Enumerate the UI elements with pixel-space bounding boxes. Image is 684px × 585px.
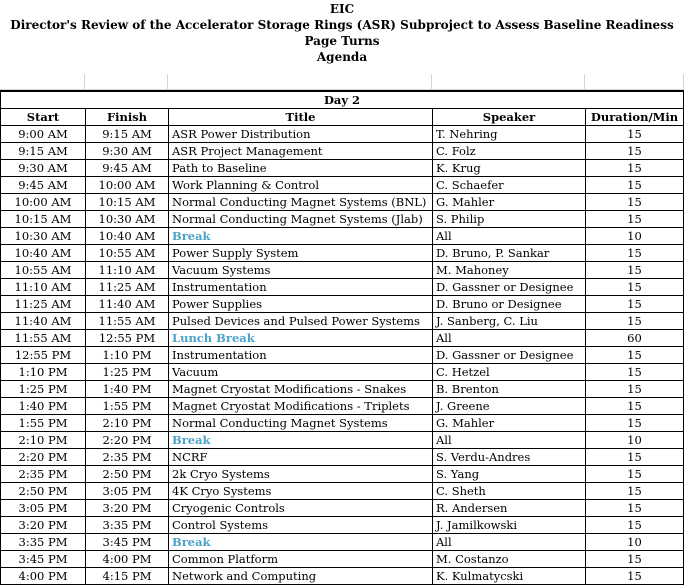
session-title: Break [169, 534, 433, 551]
agenda-row [1, 449, 684, 466]
session-title: Pulsed Devices and Pulsed Power Systems [169, 313, 433, 330]
break-row [1, 228, 684, 245]
col-start-header: Start [1, 109, 86, 126]
start-time: 9:30 AM [1, 160, 86, 177]
column-header-row [1, 109, 684, 126]
start-time: 11:25 AM [1, 296, 86, 313]
finish-time: 10:40 AM [86, 228, 169, 245]
agenda-row [1, 211, 684, 228]
speaker-name: R. Andersen [433, 500, 586, 517]
duration-minutes: 15 [586, 296, 684, 313]
speaker-name: All [433, 228, 586, 245]
col-finish-header: Finish [86, 109, 169, 126]
duration-minutes: 10 [586, 534, 684, 551]
finish-time: 1:25 PM [86, 364, 169, 381]
session-title: Path to Baseline [169, 160, 433, 177]
duration-minutes: 15 [586, 279, 684, 296]
duration-minutes: 10 [586, 432, 684, 449]
speaker-name: C. Sheth [433, 483, 586, 500]
agenda-row [1, 466, 684, 483]
start-time: 3:05 PM [1, 500, 86, 517]
speaker-name: D. Gassner or Designee [433, 279, 586, 296]
duration-minutes: 15 [586, 500, 684, 517]
agenda-row [1, 381, 684, 398]
col-speaker-header: Speaker [433, 109, 586, 126]
start-time: 10:40 AM [1, 245, 86, 262]
header-review-title: Director's Review of the Accelerator Storage Rings (ASR) Subproject to Assess Baseline Readiness [10, 18, 674, 32]
break-row [1, 534, 684, 551]
agenda-row [1, 347, 684, 364]
grid-cell [585, 74, 684, 90]
break-row [1, 432, 684, 449]
duration-minutes: 15 [586, 568, 684, 585]
finish-time: 2:20 PM [86, 432, 169, 449]
session-title: Power Supplies [169, 296, 433, 313]
session-title: Cryogenic Controls [169, 500, 433, 517]
start-time: 2:20 PM [1, 449, 86, 466]
agenda-row [1, 483, 684, 500]
duration-minutes: 60 [586, 330, 684, 347]
finish-time: 10:15 AM [86, 194, 169, 211]
duration-minutes: 15 [586, 398, 684, 415]
col-title-header: Title [169, 109, 433, 126]
speaker-name: T. Nehring [433, 126, 586, 143]
speaker-name: J. Sanberg, C. Liu [433, 313, 586, 330]
speaker-name: M. Mahoney [433, 262, 586, 279]
duration-minutes: 15 [586, 143, 684, 160]
duration-minutes: 15 [586, 177, 684, 194]
finish-time: 3:05 PM [86, 483, 169, 500]
day-label: Day 2 [1, 91, 684, 109]
duration-minutes: 10 [586, 228, 684, 245]
start-time: 9:45 AM [1, 177, 86, 194]
finish-time: 3:20 PM [86, 500, 169, 517]
finish-time: 4:15 PM [86, 568, 169, 585]
agenda-row [1, 194, 684, 211]
duration-minutes: 15 [586, 381, 684, 398]
agenda-row [1, 398, 684, 415]
header-page-turns: Page Turns [304, 34, 380, 48]
speaker-name: C. Folz [433, 143, 586, 160]
speaker-name: S. Yang [433, 466, 586, 483]
session-title: Break [169, 228, 433, 245]
finish-time: 2:10 PM [86, 415, 169, 432]
session-title: Instrumentation [169, 279, 433, 296]
agenda-row [1, 517, 684, 534]
finish-time: 2:50 PM [86, 466, 169, 483]
finish-time: 1:40 PM [86, 381, 169, 398]
duration-minutes: 15 [586, 126, 684, 143]
session-title: Power Supply System [169, 245, 433, 262]
start-time: 10:30 AM [1, 228, 86, 245]
agenda-row [1, 126, 684, 143]
start-time: 1:25 PM [1, 381, 86, 398]
duration-minutes: 15 [586, 483, 684, 500]
finish-time: 2:35 PM [86, 449, 169, 466]
start-time: 11:40 AM [1, 313, 86, 330]
agenda-row [1, 177, 684, 194]
finish-time: 4:00 PM [86, 551, 169, 568]
duration-minutes: 15 [586, 262, 684, 279]
speaker-name: K. Kulmatycski [433, 568, 586, 585]
session-title: Normal Conducting Magnet Systems (Jlab) [169, 211, 433, 228]
session-title: Control Systems [169, 517, 433, 534]
start-time: 10:00 AM [1, 194, 86, 211]
empty-grid-row [0, 74, 684, 90]
grid-cell [85, 74, 168, 90]
finish-time: 1:55 PM [86, 398, 169, 415]
agenda-row [1, 551, 684, 568]
break-row [1, 330, 684, 347]
speaker-name: All [433, 330, 586, 347]
speaker-name: J. Greene [433, 398, 586, 415]
speaker-name: G. Mahler [433, 194, 586, 211]
agenda-row [1, 160, 684, 177]
speaker-name: D. Bruno, P. Sankar [433, 245, 586, 262]
day-row [1, 91, 684, 109]
agenda-body [1, 126, 684, 585]
speaker-name: J. Jamilkowski [433, 517, 586, 534]
finish-time: 10:30 AM [86, 211, 169, 228]
agenda-table [0, 90, 684, 585]
duration-minutes: 15 [586, 160, 684, 177]
finish-time: 10:55 AM [86, 245, 169, 262]
session-title: NCRF [169, 449, 433, 466]
duration-minutes: 15 [586, 364, 684, 381]
start-time: 2:35 PM [1, 466, 86, 483]
duration-minutes: 15 [586, 415, 684, 432]
agenda-row [1, 296, 684, 313]
speaker-name: S. Philip [433, 211, 586, 228]
finish-time: 11:55 AM [86, 313, 169, 330]
start-time: 3:45 PM [1, 551, 86, 568]
finish-time: 11:40 AM [86, 296, 169, 313]
session-title: Magnet Cryostat Modifications - Triplets [169, 398, 433, 415]
session-title: Instrumentation [169, 347, 433, 364]
speaker-name: C. Schaefer [433, 177, 586, 194]
session-title: ASR Power Distribution [169, 126, 433, 143]
agenda-row [1, 364, 684, 381]
speaker-name: S. Verdu-Andres [433, 449, 586, 466]
speaker-name: D. Bruno or Designee [433, 296, 586, 313]
start-time: 2:10 PM [1, 432, 86, 449]
speaker-name: G. Mahler [433, 415, 586, 432]
session-title: ASR Project Management [169, 143, 433, 160]
duration-minutes: 15 [586, 313, 684, 330]
finish-time: 9:15 AM [86, 126, 169, 143]
finish-time: 3:45 PM [86, 534, 169, 551]
session-title: Vacuum [169, 364, 433, 381]
agenda-row [1, 500, 684, 517]
agenda-row [1, 568, 684, 585]
start-time: 2:50 PM [1, 483, 86, 500]
header-agenda: Agenda [316, 50, 368, 64]
duration-minutes: 15 [586, 466, 684, 483]
header-org: EIC [329, 2, 355, 16]
start-time: 1:55 PM [1, 415, 86, 432]
grid-cell [0, 74, 85, 90]
session-title: Work Planning & Control [169, 177, 433, 194]
speaker-name: K. Krug [433, 160, 586, 177]
start-time: 10:55 AM [1, 262, 86, 279]
start-time: 3:35 PM [1, 534, 86, 551]
speaker-name: All [433, 534, 586, 551]
start-time: 11:10 AM [1, 279, 86, 296]
finish-time: 1:10 PM [86, 347, 169, 364]
agenda-row [1, 313, 684, 330]
start-time: 9:15 AM [1, 143, 86, 160]
start-time: 9:00 AM [1, 126, 86, 143]
finish-time: 10:00 AM [86, 177, 169, 194]
session-title: Normal Conducting Magnet Systems [169, 415, 433, 432]
finish-time: 3:35 PM [86, 517, 169, 534]
duration-minutes: 15 [586, 211, 684, 228]
agenda-row [1, 415, 684, 432]
duration-minutes: 15 [586, 517, 684, 534]
agenda-row [1, 279, 684, 296]
speaker-name: D. Gassner or Designee [433, 347, 586, 364]
start-time: 1:40 PM [1, 398, 86, 415]
finish-time: 12:55 PM [86, 330, 169, 347]
speaker-name: M. Costanzo [433, 551, 586, 568]
start-time: 1:10 PM [1, 364, 86, 381]
agenda-row [1, 262, 684, 279]
start-time: 11:55 AM [1, 330, 86, 347]
speaker-name: All [433, 432, 586, 449]
speaker-name: B. Brenton [433, 381, 586, 398]
duration-minutes: 15 [586, 245, 684, 262]
start-time: 12:55 PM [1, 347, 86, 364]
duration-minutes: 15 [586, 347, 684, 364]
start-time: 4:00 PM [1, 568, 86, 585]
speaker-name: C. Hetzel [433, 364, 586, 381]
session-title: Network and Computing [169, 568, 433, 585]
session-title: Common Platform [169, 551, 433, 568]
session-title: Vacuum Systems [169, 262, 433, 279]
duration-minutes: 15 [586, 551, 684, 568]
duration-minutes: 15 [586, 449, 684, 466]
session-title: 4K Cryo Systems [169, 483, 433, 500]
start-time: 10:15 AM [1, 211, 86, 228]
session-title: Magnet Cryostat Modifications - Snakes [169, 381, 433, 398]
session-title: Normal Conducting Magnet Systems (BNL) [169, 194, 433, 211]
finish-time: 9:30 AM [86, 143, 169, 160]
finish-time: 9:45 AM [86, 160, 169, 177]
col-duration-header: Duration/Min [586, 109, 684, 126]
grid-cell [432, 74, 585, 90]
finish-time: 11:25 AM [86, 279, 169, 296]
grid-cell [168, 74, 432, 90]
finish-time: 11:10 AM [86, 262, 169, 279]
session-title: Break [169, 432, 433, 449]
duration-minutes: 15 [586, 194, 684, 211]
agenda-row [1, 245, 684, 262]
session-title: 2k Cryo Systems [169, 466, 433, 483]
agenda-row [1, 143, 684, 160]
session-title: Lunch Break [169, 330, 433, 347]
start-time: 3:20 PM [1, 517, 86, 534]
